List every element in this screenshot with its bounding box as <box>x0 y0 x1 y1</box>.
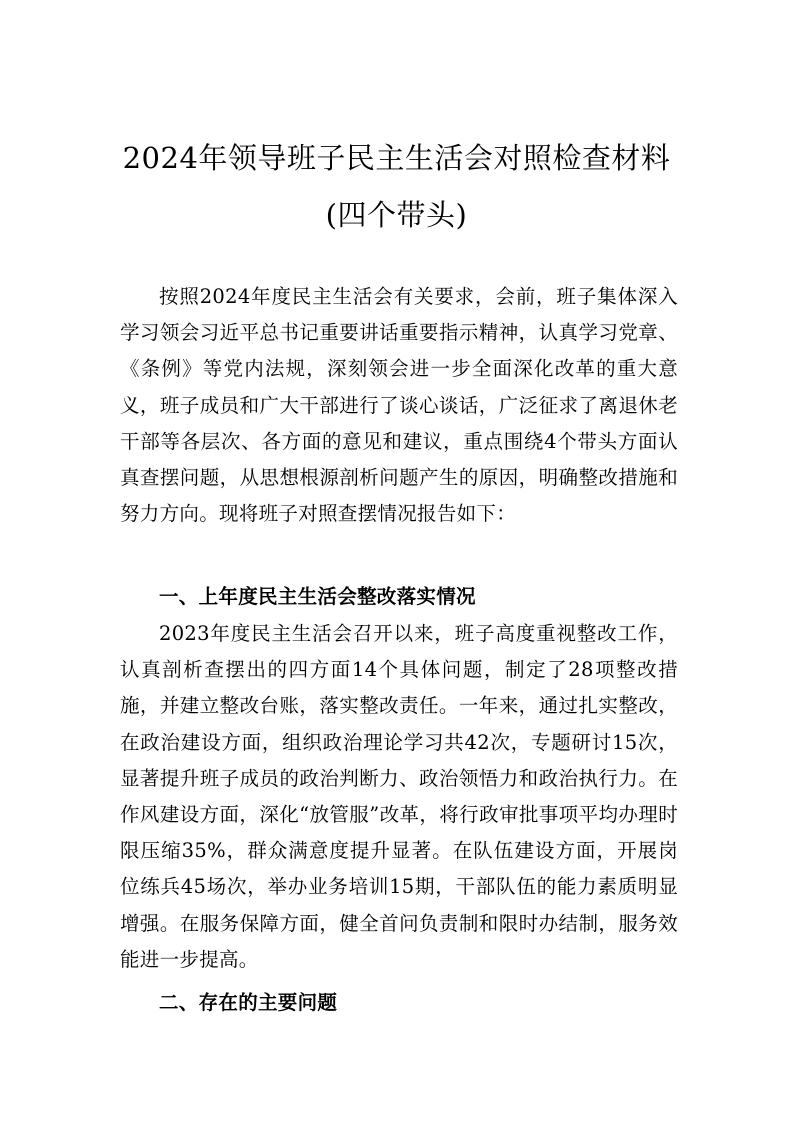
intro-paragraph: 按照2024年度民主生活会有关要求，会前，班子集体深入学习领会习近平总书记重要讲话重要指示精神，认真学习党章、《条例》等党内法规，深刻领会进一步全面深化改革的重大意义，班子成员和广大干部进行了谈心谈话，广泛征求了离退休老干部等各层次、各方面的意见和建议，重点围绕4个带头方面认真查摆问题，从思想根源剖析问题产生的原因，明确整改措施和努力方向。现将班子对照查摆情况报告如下： <box>120 285 678 526</box>
rectification-paragraph: 2023年度民主生活会召开以来，班子高度重视整改工作，认真剖析查摆出的四方面14个具体问题，制定了28项整改措施，并建立整改台账，落实整改责任。一年来，通过扎实整改，在政治建设方面，组织政治理论学习共42次，专题研讨15次，显著提升班子成员的政治判断力、政治领悟力和政治执行力。在作风建设方面，深化“放管服”改革，将行政审批事项平均办理时限压缩35%，群众满意度提升显著。在队伍建设方面，开展岗位练兵45场次，举办业务培训15期，干部队伍的能力素质明显增强。在服务保障方面，健全首问负责制和限时办结制，服务效能进一步提高。 <box>120 622 678 971</box>
section-heading-2: 二、存在的主要问题 <box>159 991 338 1014</box>
section-heading-1: 一、上年度民主生活会整改落实情况 <box>159 585 476 608</box>
document-subtitle: (四个带头) <box>325 198 468 232</box>
document-title: 2024年领导班子民主生活会对照检查材料 <box>122 141 671 175</box>
